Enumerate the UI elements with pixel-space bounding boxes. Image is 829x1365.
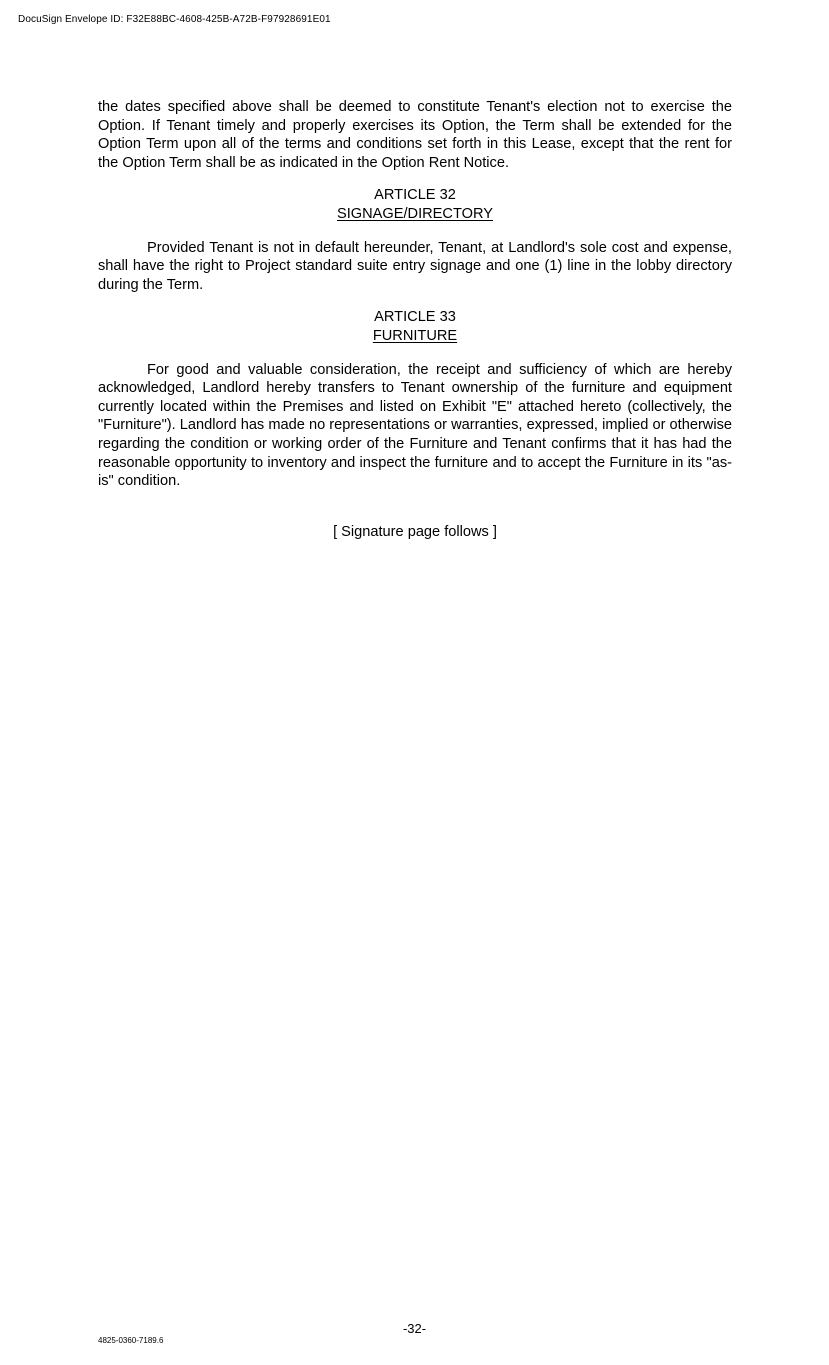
article-33-paragraph: For good and valuable consideration, the receipt and sufficiency of which are hereby acknowledged, Landlord hereby transfers to Tenant ownership of the furniture and equipment currently located within the Premises and listed on Exhibit "E" attached hereto (collectively, the "Furniture"). Landlord has made no representations or warranties, expressed, implied or otherwise regarding the condition or working order of the Furniture and Tenant confirms that it has had the reasonable opportunity to inventory and inspect the furniture and to accept the Furniture in its "as-is" condition.: [98, 361, 732, 490]
signature-page-note: [ Signature page follows ]: [333, 523, 497, 540]
document-id: 4825-0360-7189.6: [98, 1336, 164, 1345]
docusign-envelope-id: DocuSign Envelope ID: F32E88BC-4608-425B-A72B-F97928691E01: [18, 14, 331, 25]
article-title: FURNITURE: [372, 327, 458, 344]
intro-paragraph: the dates specified above shall be deemed to constitute Tenant's election not to exercise the Option. If Tenant timely and properly exercises its Option, the Term shall be extended for the Option Term upon all of the terms and conditions set forth in this Lease, except that the rent for the Option Term shall be as indicated in the Option Rent Notice.: [98, 99, 732, 171]
article-title: SIGNAGE/DIRECTORY: [337, 205, 493, 222]
article-33-heading: [98, 308, 732, 345]
article-number: ARTICLE 32: [374, 187, 456, 204]
article-number: ARTICLE 33: [374, 309, 456, 326]
page-number: -32-: [402, 1321, 427, 1336]
document-body: [98, 98, 732, 541]
article-32-heading: [98, 186, 732, 223]
article-32-paragraph: Provided Tenant is not in default hereunder, Tenant, at Landlord's sole cost and expense, shall have the right to Project standard suite entry signage and one (1) line in the lobby directory during the Term.: [98, 239, 732, 293]
